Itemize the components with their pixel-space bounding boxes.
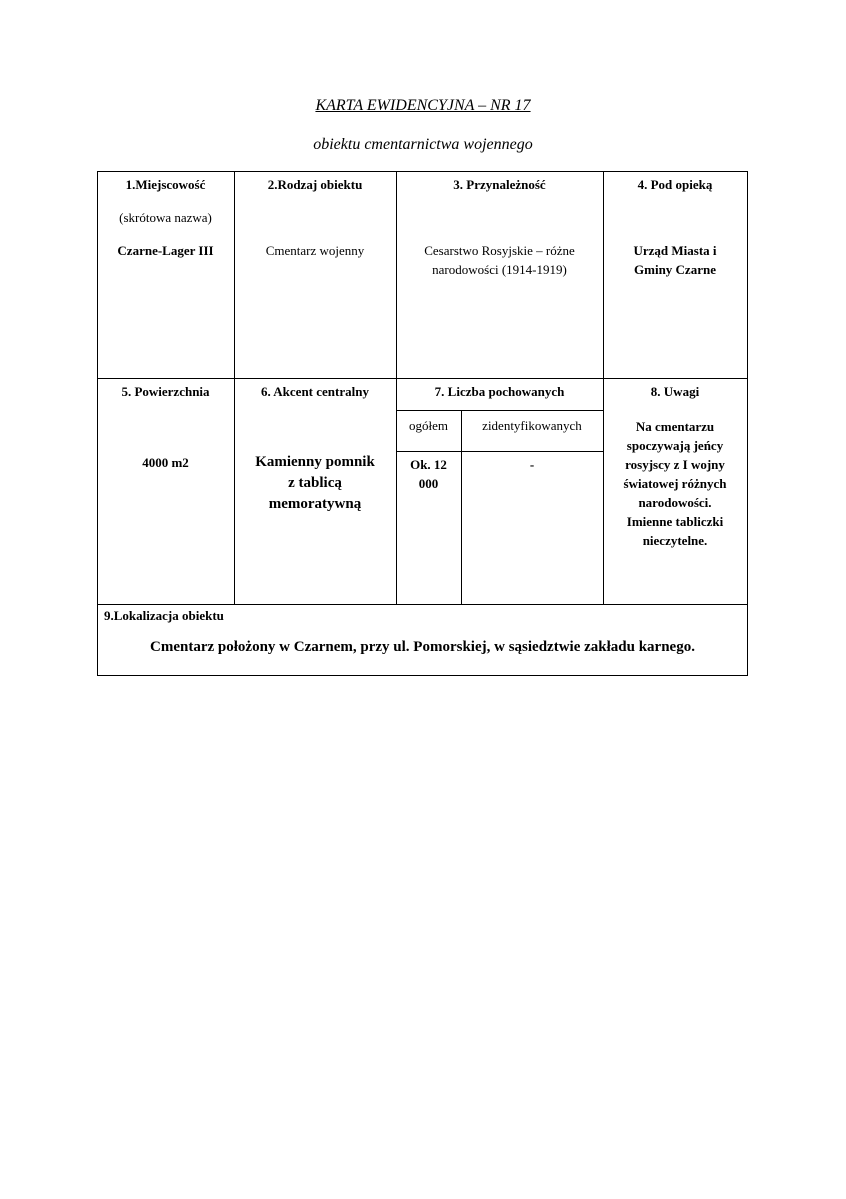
area-header: 5. Powierzchnia bbox=[121, 384, 210, 399]
notes-line: nieczytelne. bbox=[642, 533, 708, 548]
burial-subcol-divider bbox=[461, 410, 462, 605]
burial-subheader-top bbox=[396, 410, 603, 411]
burials-total-value-line1: Ok. 12 bbox=[410, 457, 447, 472]
card-subtitle: obiektu cmentarnictwa wojennego bbox=[313, 136, 533, 153]
burials-header: 7. Liczba pochowanych bbox=[434, 384, 565, 399]
notes-line: Na cmentarzu bbox=[635, 419, 715, 434]
table-border-bottom bbox=[97, 675, 748, 676]
locality-value: Czarne-Lager III bbox=[117, 243, 214, 258]
object-type-header: 2.Rodzaj obiektu bbox=[267, 177, 363, 192]
row-divider-2 bbox=[97, 604, 748, 605]
table-border-top bbox=[97, 171, 748, 172]
table-border-right bbox=[747, 171, 748, 676]
central-accent-line3: memoratywną bbox=[268, 496, 362, 512]
locality-header: 1.Miejscowość bbox=[125, 177, 206, 192]
row-divider-1 bbox=[97, 378, 748, 379]
affiliation-header: 3. Przynależność bbox=[453, 177, 546, 192]
central-accent-line1: Kamienny pomnik bbox=[255, 454, 375, 470]
burial-subheader-bottom bbox=[396, 451, 603, 452]
object-type-value: Cmentarz wojenny bbox=[265, 243, 365, 258]
locality-subheader: (skrótowa nazwa) bbox=[119, 210, 212, 225]
burials-total-label: ogółem bbox=[409, 418, 448, 433]
caretaker-value-line2: Gminy Czarne bbox=[634, 262, 716, 277]
card-title: KARTA EWIDENCYJNA – NR 17 bbox=[315, 97, 531, 114]
central-accent-line2: z tablicą bbox=[288, 475, 342, 491]
burials-identified-label: zidentyfikowanych bbox=[482, 418, 582, 433]
registry-card-table bbox=[97, 171, 748, 676]
notes-line: spoczywają jeńcy bbox=[626, 438, 724, 453]
location-header: 9.Lokalizacja obiektu bbox=[104, 608, 224, 623]
caretaker-header: 4. Pod opieką bbox=[637, 177, 713, 192]
central-accent-header: 6. Akcent centralny bbox=[261, 384, 369, 399]
notes-line: światowej różnych bbox=[623, 476, 727, 491]
burials-identified-value: - bbox=[529, 457, 535, 472]
location-value: Cmentarz położony w Czarnem, przy ul. Pomorskiej, w sąsiedztwie zakładu karnego. bbox=[150, 639, 695, 655]
notes-line: narodowości. bbox=[638, 495, 712, 510]
notes-line: rosyjscy z I wojny bbox=[625, 457, 725, 472]
notes-header: 8. Uwagi bbox=[650, 384, 700, 399]
burials-total-value-line2: 000 bbox=[418, 476, 439, 491]
area-value: 4000 m2 bbox=[142, 455, 189, 470]
affiliation-value-line2: narodowości (1914-1919) bbox=[432, 262, 567, 277]
notes-line: Imienne tabliczki bbox=[626, 514, 724, 529]
affiliation-value-line1: Cesarstwo Rosyjskie – różne bbox=[424, 243, 575, 258]
caretaker-value-line1: Urząd Miasta i bbox=[633, 243, 717, 258]
